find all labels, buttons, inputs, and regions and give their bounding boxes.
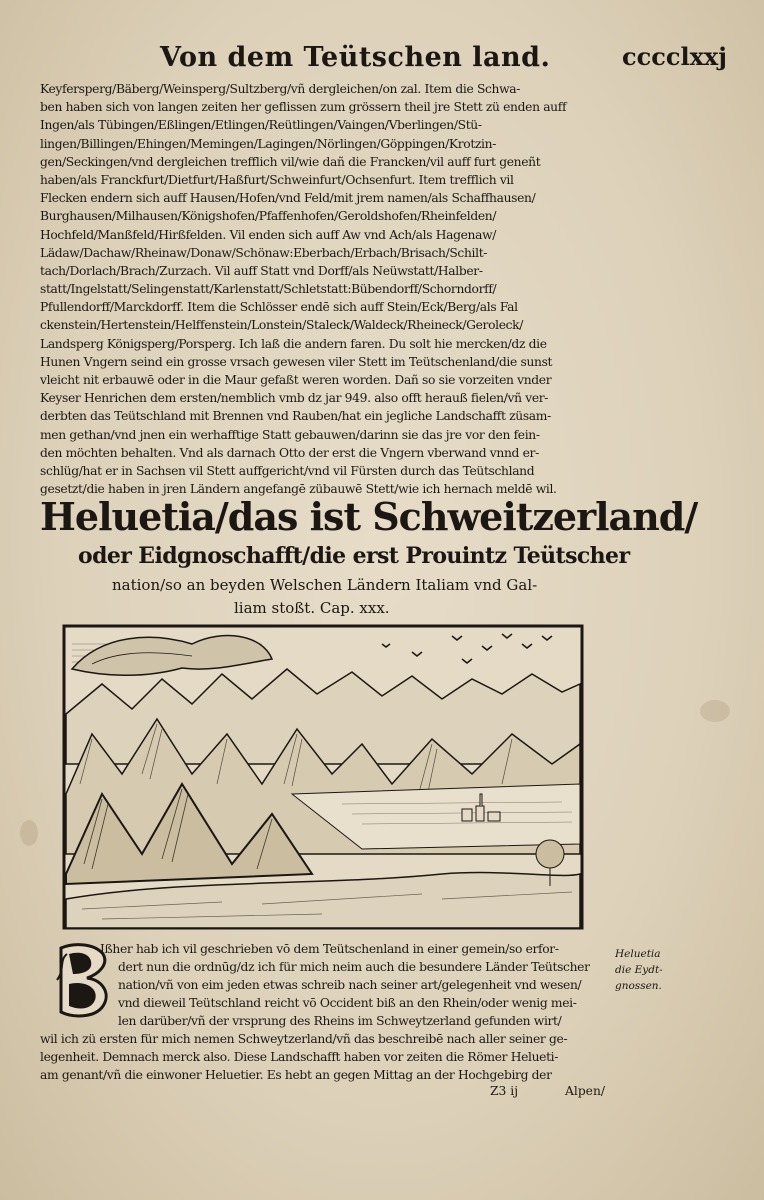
text-line: men gethan/vnd jnen ein werhafftige Statt gebauwen/darinn sie das jre vor den fein- xyxy=(40,427,540,442)
text-line: Lädaw/Dachaw/Rheinaw/Donaw/Schönaw:Eberbach/Erbach/Brisach/Schilt- xyxy=(40,245,488,260)
signature-mark: Z3 ij xyxy=(490,1084,519,1098)
chapter-subheading: oder Eidgnoschafft/die erst Prouintz Teütscher xyxy=(78,543,630,569)
text-line: Pfullendorff/Marckdorff. Item die Schlösser endē sich auff Stein/Eck/Berg/als Fal xyxy=(40,300,518,315)
text-line: schlüg/hat er in Sachsen vil Stett auffgericht/vnd vil Fürsten durch das Teütschland xyxy=(40,463,535,478)
running-title: Von dem Teütschen land. xyxy=(160,42,551,73)
text-line: Hochfeld/Manßfeld/Hirßfelden. Vil enden sich auff Aw vnd Ach/als Hagenaw/ xyxy=(40,227,497,242)
main-text-block xyxy=(40,80,602,498)
body-text-line: wil ich zü ersten für mich nemen Schweytzerland/vñ das beschreibē nach aller seiner ge- xyxy=(40,1032,568,1046)
chapter-subheading-line2: nation/so an beyden Welschen Ländern Italiam vnd Gal- xyxy=(112,576,538,594)
text-line: lingen/Billingen/Ehingen/Memingen/Lagingen/Nörlingen/Göppingen/Krotzin- xyxy=(40,136,497,151)
text-line: Flecken endern sich auff Hausen/Hofen/vnd Feld/mit jrem namen/als Schaffhausen/ xyxy=(40,191,536,206)
text-line: gen/Seckingen/vnd dergleichen trefflich vil/wie dañ die Francken/vil auff furt geneñt xyxy=(40,154,541,169)
text-line: Keyser Henrichen dem ersten/nemblich vmb dz jar 949. also offt herauß fielen/vñ ver- xyxy=(40,391,549,406)
text-line: derbten das Teütschland mit Brennen vnd Rauben/hat ein jegliche Landschafft züsam- xyxy=(40,409,551,424)
body-text-line: legenheit. Demnach merck also. Diese Landschafft haben vor zeiten die Römer Helueti- xyxy=(40,1050,559,1064)
text-line: Landsperg Königsperg/Porsperg. Ich laß die andern faren. Du solt hie mercken/dz die xyxy=(40,336,547,351)
text-line: ben haben sich von langen zeiten her geflissen zum grössern theil jre Stett zü enden auff xyxy=(40,100,567,115)
text-line: Burghausen/Milhausen/Königshofen/Pfaffenhofen/Geroldshofen/Rheinfelden/ xyxy=(40,209,497,224)
body-text-line: len darüber/vñ der vrsprung des Rheins im Schweytzerland gefunden wirt/ xyxy=(118,1014,562,1028)
catchword: Alpen/ xyxy=(565,1084,606,1098)
chapter-subheading-line3: liam stoßt. Cap. xxx. xyxy=(234,599,390,617)
text-line: Hunen Vngern seind ein grosse vrsach gewesen viler Stett im Teütschenland/die sunst xyxy=(40,354,553,369)
text-line: statt/Ingelstatt/Selingenstatt/Karlenstatt/Schletstatt:Bübendorff/Schorndorff/ xyxy=(40,282,497,297)
chapter-heading: Heluetia/das ist Schweitzerland/ xyxy=(40,494,698,539)
body-text-line: Ißher hab ich vil geschrieben vō dem Teütschenland in einer gemein/so erfor- xyxy=(100,942,559,956)
woodcut-illustration-alpine-landscape xyxy=(62,624,584,930)
marginal-note-line: Heluetia xyxy=(615,948,661,960)
body-text-line: am genant/vñ die einwoner Heluetier. Es hebt an gegen Mittag an der Hochgebirg der xyxy=(40,1068,552,1082)
text-line: gesetzt/die haben in jren Ländern angefangē zübauwē Stett/wie ich hernach meldē wil. xyxy=(40,482,557,497)
text-line: tach/Dorlach/Brach/Zurzach. Vil auff Statt vnd Dorff/als Neüwstatt/Halber- xyxy=(40,263,483,278)
folio-number: cccclxxj xyxy=(622,42,727,71)
text-line: vleicht nit erbauwē oder in die Maur gefaßt weren worden. Dañ so sie vorzeiten vnder xyxy=(40,373,552,387)
paper-stain xyxy=(700,700,730,722)
text-line: ckenstein/Hertenstein/Helffenstein/Lonstein/Staleck/Waldeck/Rheineck/Geroleck/ xyxy=(40,318,524,333)
text-line: Keyfersperg/Bäberg/Weinsperg/Sultzberg/vñ dergleichen/on zal. Item die Schwa- xyxy=(40,82,521,96)
marginal-note-line: gnossen. xyxy=(615,980,662,992)
paper-stain xyxy=(20,820,38,846)
text-line: Ingen/als Tübingen/Eßlingen/Etlingen/Reütlingen/Vaingen/Vberlingen/Stü- xyxy=(40,118,482,133)
marginal-note-line: die Eydt- xyxy=(615,964,663,976)
body-text-line: vnd dieweil Teütschland reicht vō Occident biß an den Rhein/oder wenig mei- xyxy=(118,996,577,1010)
body-text-line: dert nun die ordnūg/dz ich für mich neim auch die besundere Länder Teütscher xyxy=(118,960,590,974)
body-text-line: nation/vñ von eim jeden etwas schreib nach seiner art/gelegenheit vnd wesen/ xyxy=(118,978,582,992)
text-line: den möchten behalten. Vnd als darnach Otto der erst die Vngern vberwand vnnd er- xyxy=(40,445,539,460)
marginal-note xyxy=(615,946,685,994)
text-line: haben/als Franckfurt/Dietfurt/Haßfurt/Schweinfurt/Ochsenfurt. Item trefflich vil xyxy=(40,172,514,187)
